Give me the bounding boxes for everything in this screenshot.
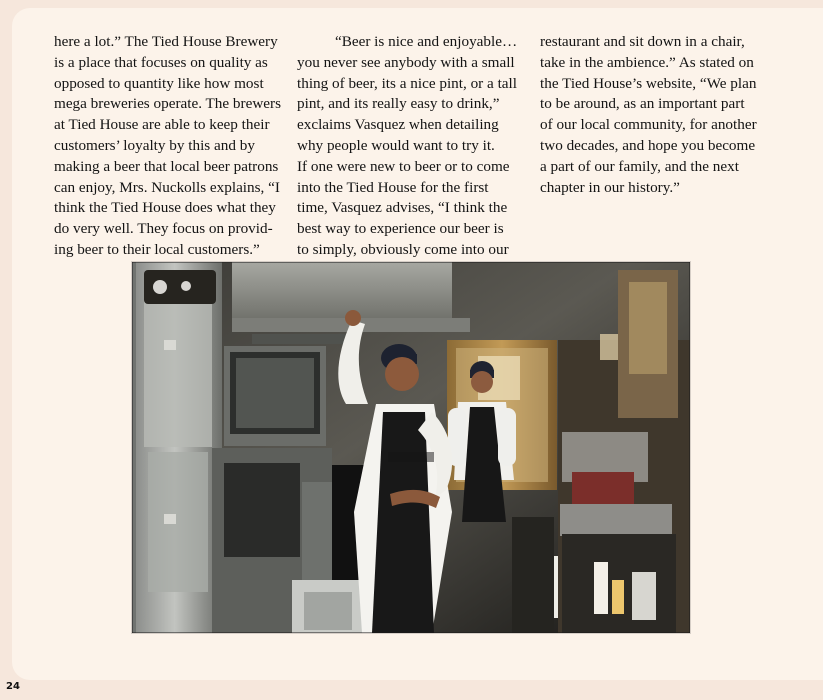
text-line: here a lot.” The Tied House Brewery xyxy=(54,33,278,50)
text-line: pint, and its really easy to drink,” xyxy=(297,95,500,113)
text-line: opposed to quantity like how most xyxy=(54,74,264,92)
text-line: can enjoy, Mrs. Nuckolls explains, “I xyxy=(54,178,280,196)
photo-illustration xyxy=(132,262,690,633)
text-line: a part of our family, and the next xyxy=(540,157,739,175)
text-line: customers’ loyalty by this and by xyxy=(54,136,255,154)
text-line: exclaims Vasquez when detailing xyxy=(297,116,499,134)
text-line: at Tied House are able to keep their xyxy=(54,116,270,134)
text-line: to simply, obviously come into our xyxy=(297,240,509,258)
text-line: thing of beer, its a nice pint, or a tall xyxy=(297,74,517,92)
text-line: two decades, and hope you become xyxy=(540,136,756,154)
article-column-3 xyxy=(540,32,769,261)
text-line: mega breweries operate. The brewers xyxy=(54,95,281,113)
text-line: ing beer to their local customers.” xyxy=(54,240,260,258)
text-line: to be around, as an important part xyxy=(540,95,745,113)
text-line: into the Tied House for the first xyxy=(297,178,489,196)
page-number: 24 xyxy=(6,681,20,692)
text-line: making a beer that local beer patrons xyxy=(54,157,279,175)
text-line: do very well. They focus on provid- xyxy=(54,220,273,238)
text-line: why people would want to try it. xyxy=(297,136,495,154)
text-line: restaurant and sit down in a chair, xyxy=(540,33,745,50)
text-line: take in the ambience.” As stated on xyxy=(540,53,754,71)
text-line: chapter in our history.” xyxy=(540,178,680,196)
text-line: you never see anybody with a small xyxy=(297,53,515,71)
text-line: time, Vasquez advises, “I think the xyxy=(297,199,508,217)
text-line: of our local community, for another xyxy=(540,116,757,134)
article-columns xyxy=(54,32,786,261)
text-line: the Tied House’s website, “We plan xyxy=(540,74,757,92)
text-line: think the Tied House does what they xyxy=(54,199,276,217)
text-line: best way to experience our beer is xyxy=(297,220,504,238)
page xyxy=(12,8,823,680)
article-column-2 xyxy=(297,32,526,261)
text-line: “Beer is nice and enjoyable… xyxy=(297,33,518,50)
text-line: is a place that focuses on quality as xyxy=(54,53,268,71)
text-line: If one were new to beer or to come xyxy=(297,157,510,175)
kitchen-photo xyxy=(132,262,690,633)
article-column-1 xyxy=(54,32,283,261)
